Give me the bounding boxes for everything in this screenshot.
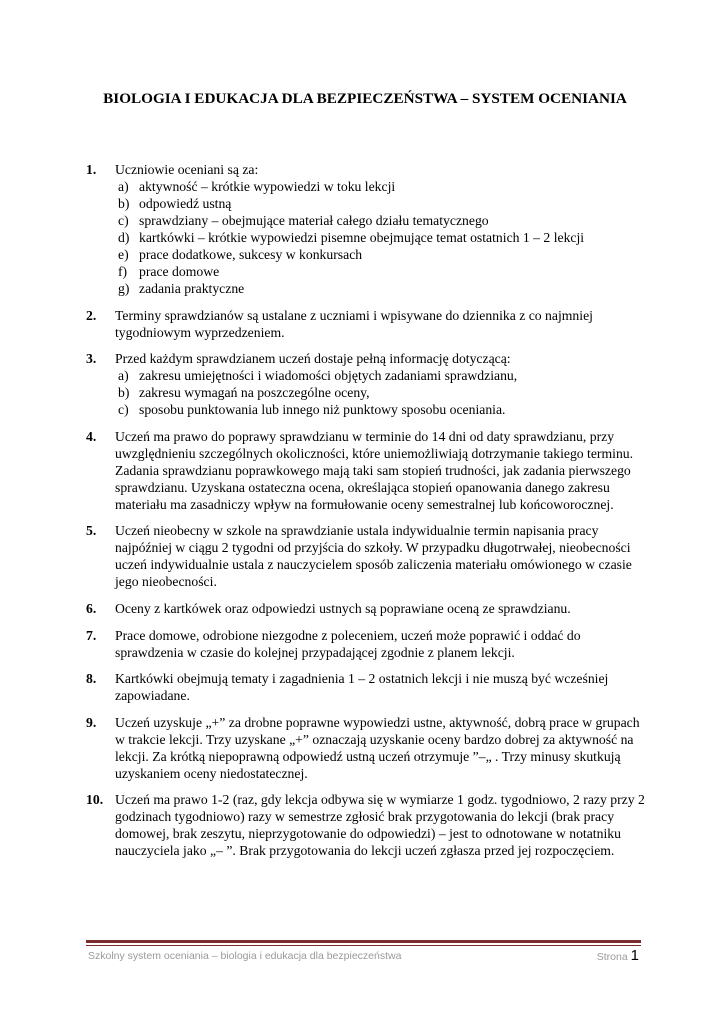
list-item-text: Uczeń ma prawo 1-2 (raz, gdy lekcja odbywa się w wymiarze 1 godz. tygodniowo, 2 razy przy 2 godzinach tygodniowo) razy w semestrze zgłosić brak przygotowania do lekcji (brak pracy domowej, brak zeszytu, nieprzygotowanie do odpowiedzi) – jest to odnotowane w notatniku nauczyciela jako „– ”. Brak przygotowania do lekcji uczeń zgłasza przed jej rozpoczęciem.: [115, 792, 645, 859]
list-item: [86, 522, 646, 590]
sub-list-text: zakresu wymagań na poszczególne oceny,: [139, 385, 370, 401]
footer-divider-thin: [86, 945, 641, 946]
list-item-number: 8.: [86, 671, 97, 687]
sub-list-letter: a): [118, 368, 129, 384]
sub-list-item: [115, 367, 646, 384]
list-item: [86, 350, 646, 418]
list-item-number: 7.: [86, 627, 97, 643]
document-body: [86, 161, 646, 869]
list-item-text: Uczeń ma prawo do poprawy sprawdzianu w terminie do 14 dni od daty sprawdzianu, przy uwzględnieniu szczególnych okoliczności, które uniemożliwiają dotrzymanie takiego terminu. Zadania sprawdzianu poprawkowego mają taki sam stopień trudności, jak zadania pierwszego sprawdzianu. Uzyskana ostateczna ocena, określająca stopień opanowania danego zakresu materiału ma zasadniczy wpływ na formułowanie oceny semestralnej lub końcoworocznej.: [115, 428, 634, 512]
list-item-text: Uczniowie oceniani są za:: [115, 162, 259, 177]
list-item-number: 10.: [86, 792, 104, 808]
list-item-number: 6.: [86, 600, 97, 616]
sub-list-item: [115, 280, 646, 297]
sub-list-letter: c): [118, 213, 129, 228]
list-item: [86, 600, 646, 617]
sub-list-letter: c): [118, 402, 129, 418]
list-item: [86, 627, 646, 661]
list-item-text: Przed każdym sprawdzianem uczeń dostaje pełną informację dotyczącą:: [115, 351, 511, 367]
list-item-text: Prace domowe, odrobione niezgodne z poleceniem, uczeń może poprawić i oddać do sprawdzenia w czasie do kolejnej przypadającej zgodnie z planem lekcji.: [115, 627, 581, 660]
sub-list-item: [115, 229, 646, 246]
list-item-text: Terminy sprawdzianów są ustalane z uczniami i wpisywane do dziennika z co najmniej tygodniowym wyprzedzeniem.: [115, 307, 593, 340]
footer-page-label: Strona: [596, 951, 628, 963]
sub-list-item: [115, 178, 646, 195]
footer-divider: [86, 940, 641, 943]
sub-list-item: [115, 246, 646, 263]
sub-list-text: aktywność – krótkie wypowiedzi w toku lekcji: [139, 179, 396, 194]
sub-list-text: prace domowe: [139, 264, 220, 279]
list-item-text: Kartkówki obejmują tematy i zagadnienia 1 – 2 ostatnich lekcji i nie muszą być wcześniej zapowiadane.: [115, 671, 609, 704]
list-item-number: 1.: [86, 162, 97, 177]
sub-list: [115, 367, 646, 418]
sub-list-letter: a): [118, 179, 129, 194]
sub-list-letter: g): [118, 281, 130, 296]
list-item: [86, 791, 646, 859]
list-item-number: 4.: [86, 428, 97, 444]
sub-list-text: zakresu umiejętności i wiadomości objętych zadaniami sprawdzianu,: [139, 368, 518, 384]
list-item: [86, 670, 646, 704]
list-item-text: Uczeń nieobecny w szkole na sprawdzianie ustala indywidualnie termin napisania pracy najpóźniej w ciągu 2 tygodni od przyjścia do szkoły. W przypadku długotrwałej, nieobecności uczeń indywidualnie ustala z nauczycielem sposób zaliczenia materiału omówionego w czasie jego nieobecności.: [115, 523, 632, 590]
sub-list-item: [115, 401, 646, 418]
list-item: [86, 714, 646, 782]
list-item: [86, 161, 646, 297]
sub-list-item: [115, 384, 646, 401]
sub-list-item: [115, 195, 646, 212]
list-item-number: 3.: [86, 351, 97, 367]
footer-page-number: 1: [630, 947, 639, 964]
footer-title: Szkolny system oceniania – biologia i edukacja dla bezpieczeństwa: [88, 950, 402, 962]
list-item-text: Uczeń uzyskuje „+” za drobne poprawne wypowiedzi ustne, aktywność, dobrą prace w grupach w trakcie lekcji. Trzy uzyskane „+” oznaczają uzyskanie oceny bardzo dobrej za aktywność na lekcji. Za krótką niepoprawną odpowiedź ustną uczeń otrzymuje ”–„ . Trzy minusy skutkują uzyskaniem oceny niedostatecznej.: [115, 714, 640, 781]
footer-page-indicator: [597, 947, 639, 964]
list-item: [86, 428, 646, 513]
sub-list-letter: f): [118, 264, 128, 279]
list-item: [86, 307, 646, 341]
sub-list-letter: b): [118, 385, 130, 401]
sub-list: [115, 178, 646, 297]
sub-list-item: [115, 212, 646, 229]
list-item-number: 5.: [86, 523, 97, 539]
sub-list-letter: d): [118, 230, 130, 245]
list-item-text: Oceny z kartkówek oraz odpowiedzi ustnych są poprawiane oceną ze sprawdzianu.: [115, 600, 571, 616]
sub-list-text: odpowiedź ustną: [139, 196, 232, 211]
sub-list-text: sprawdziany – obejmujące materiał całego działu tematycznego: [139, 213, 489, 228]
sub-list-text: prace dodatkowe, sukcesy w konkursach: [139, 247, 363, 262]
sub-list-letter: e): [118, 247, 129, 262]
list-item-number: 9.: [86, 714, 97, 730]
sub-list-text: zadania praktyczne: [139, 281, 245, 296]
sub-list-text: sposobu punktowania lub innego niż punktowy sposobu oceniania.: [139, 402, 506, 418]
sub-list-text: kartkówki – krótkie wypowiedzi pisemne obejmujące temat ostatnich 1 – 2 lekcji: [139, 230, 585, 245]
sub-list-item: [115, 263, 646, 280]
document-title: BIOLOGIA I EDUKACJA DLA BEZPIECZEŃSTWA – SYSTEM OCENIANIA: [103, 90, 627, 107]
sub-list-letter: b): [118, 196, 130, 211]
list-item-number: 2.: [86, 307, 97, 323]
